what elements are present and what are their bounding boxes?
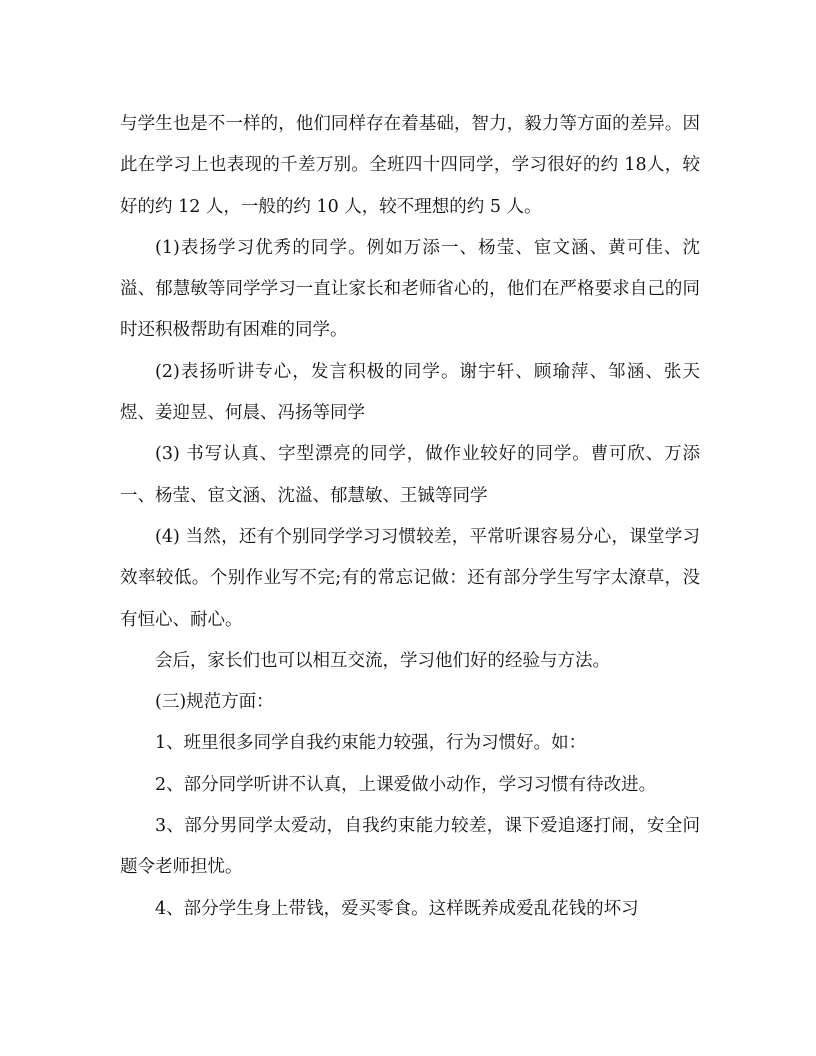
text-line: 己的同时还积极帮助有困难的同学。 (120, 279, 700, 341)
text-line: 1、班里很多同学自我约束能力较强，行为习惯好。如： (155, 733, 587, 754)
paragraph-poor-habits (120, 517, 700, 641)
paragraph-exchange (120, 641, 700, 682)
text-line: (2)表扬听讲专心，发言积极的同学。谢宇轩、顾瑜萍、邹涵、 (155, 361, 664, 382)
text-line: 3、部分男同学太爱动，自我约束能力较差，课下爱追逐打闹， (155, 816, 647, 837)
paragraph-praise-excellent (120, 228, 700, 352)
paragraph-praise-handwriting (120, 434, 700, 517)
text-line: 堂学习效率较低。个别作业写不完;有的常忘记做：还有部分学生写字 (120, 526, 700, 589)
document-body (120, 104, 700, 930)
text-line: 与学生也是不一样的，他们同样存在着基础，智力，毅力等方面的差异。 (120, 114, 683, 134)
text-line: 张天煜、姜迎昱、何晨、冯扬等同学 (120, 361, 701, 424)
text-line: (三)规范方面： (155, 692, 274, 713)
text-line: 4、部分学生身上带钱，爱买零食。这样既养成爱乱花钱的坏习 (155, 898, 639, 919)
text-line: (4) 当然，还有个别同学学习习惯较差，平常听课容易分心，课 (155, 526, 647, 547)
text-line: 会后，家长们也可以相互交流，学习他们好的经验与方法。 (155, 650, 610, 671)
text-line: 太潦草，没有恒心、耐心。 (120, 568, 700, 630)
paragraph-intro (120, 104, 700, 228)
text-line: 安全问题令老师担忧。 (120, 816, 700, 878)
list-item-4 (120, 889, 700, 930)
text-line: 人，较好的约 12 人，一般的约 10 人，较不理想的约 5 人。 (120, 155, 700, 217)
list-item-1 (120, 723, 700, 764)
list-item-2 (120, 765, 700, 806)
text-line: 万添一、杨莹、宦文涵、沈溢、郁慧敏、王铖等同学 (120, 444, 701, 506)
list-item-3 (120, 806, 700, 889)
text-line: 2、部分同学听讲不认真，上课爱做小动作，学习习惯有待改进。 (155, 774, 657, 795)
text-line: 因此在学习上也表现的千差万别。全班四十四同学，学习很好的约 18 (120, 114, 700, 176)
paragraph-praise-attentive (120, 352, 700, 435)
section-heading-conduct (120, 682, 700, 723)
text-line: (3) 书写认真、字型漂亮的同学，做作业较好的同学。曹可欣、 (155, 444, 665, 465)
text-line: 沈溢、郁慧敏等同学学习一直让家长和老师省心的，他们在严格要求自 (120, 237, 700, 300)
text-line: (1)表扬学习优秀的同学。例如万添一、杨莹、宦文涵、黄可佳、 (155, 237, 683, 258)
